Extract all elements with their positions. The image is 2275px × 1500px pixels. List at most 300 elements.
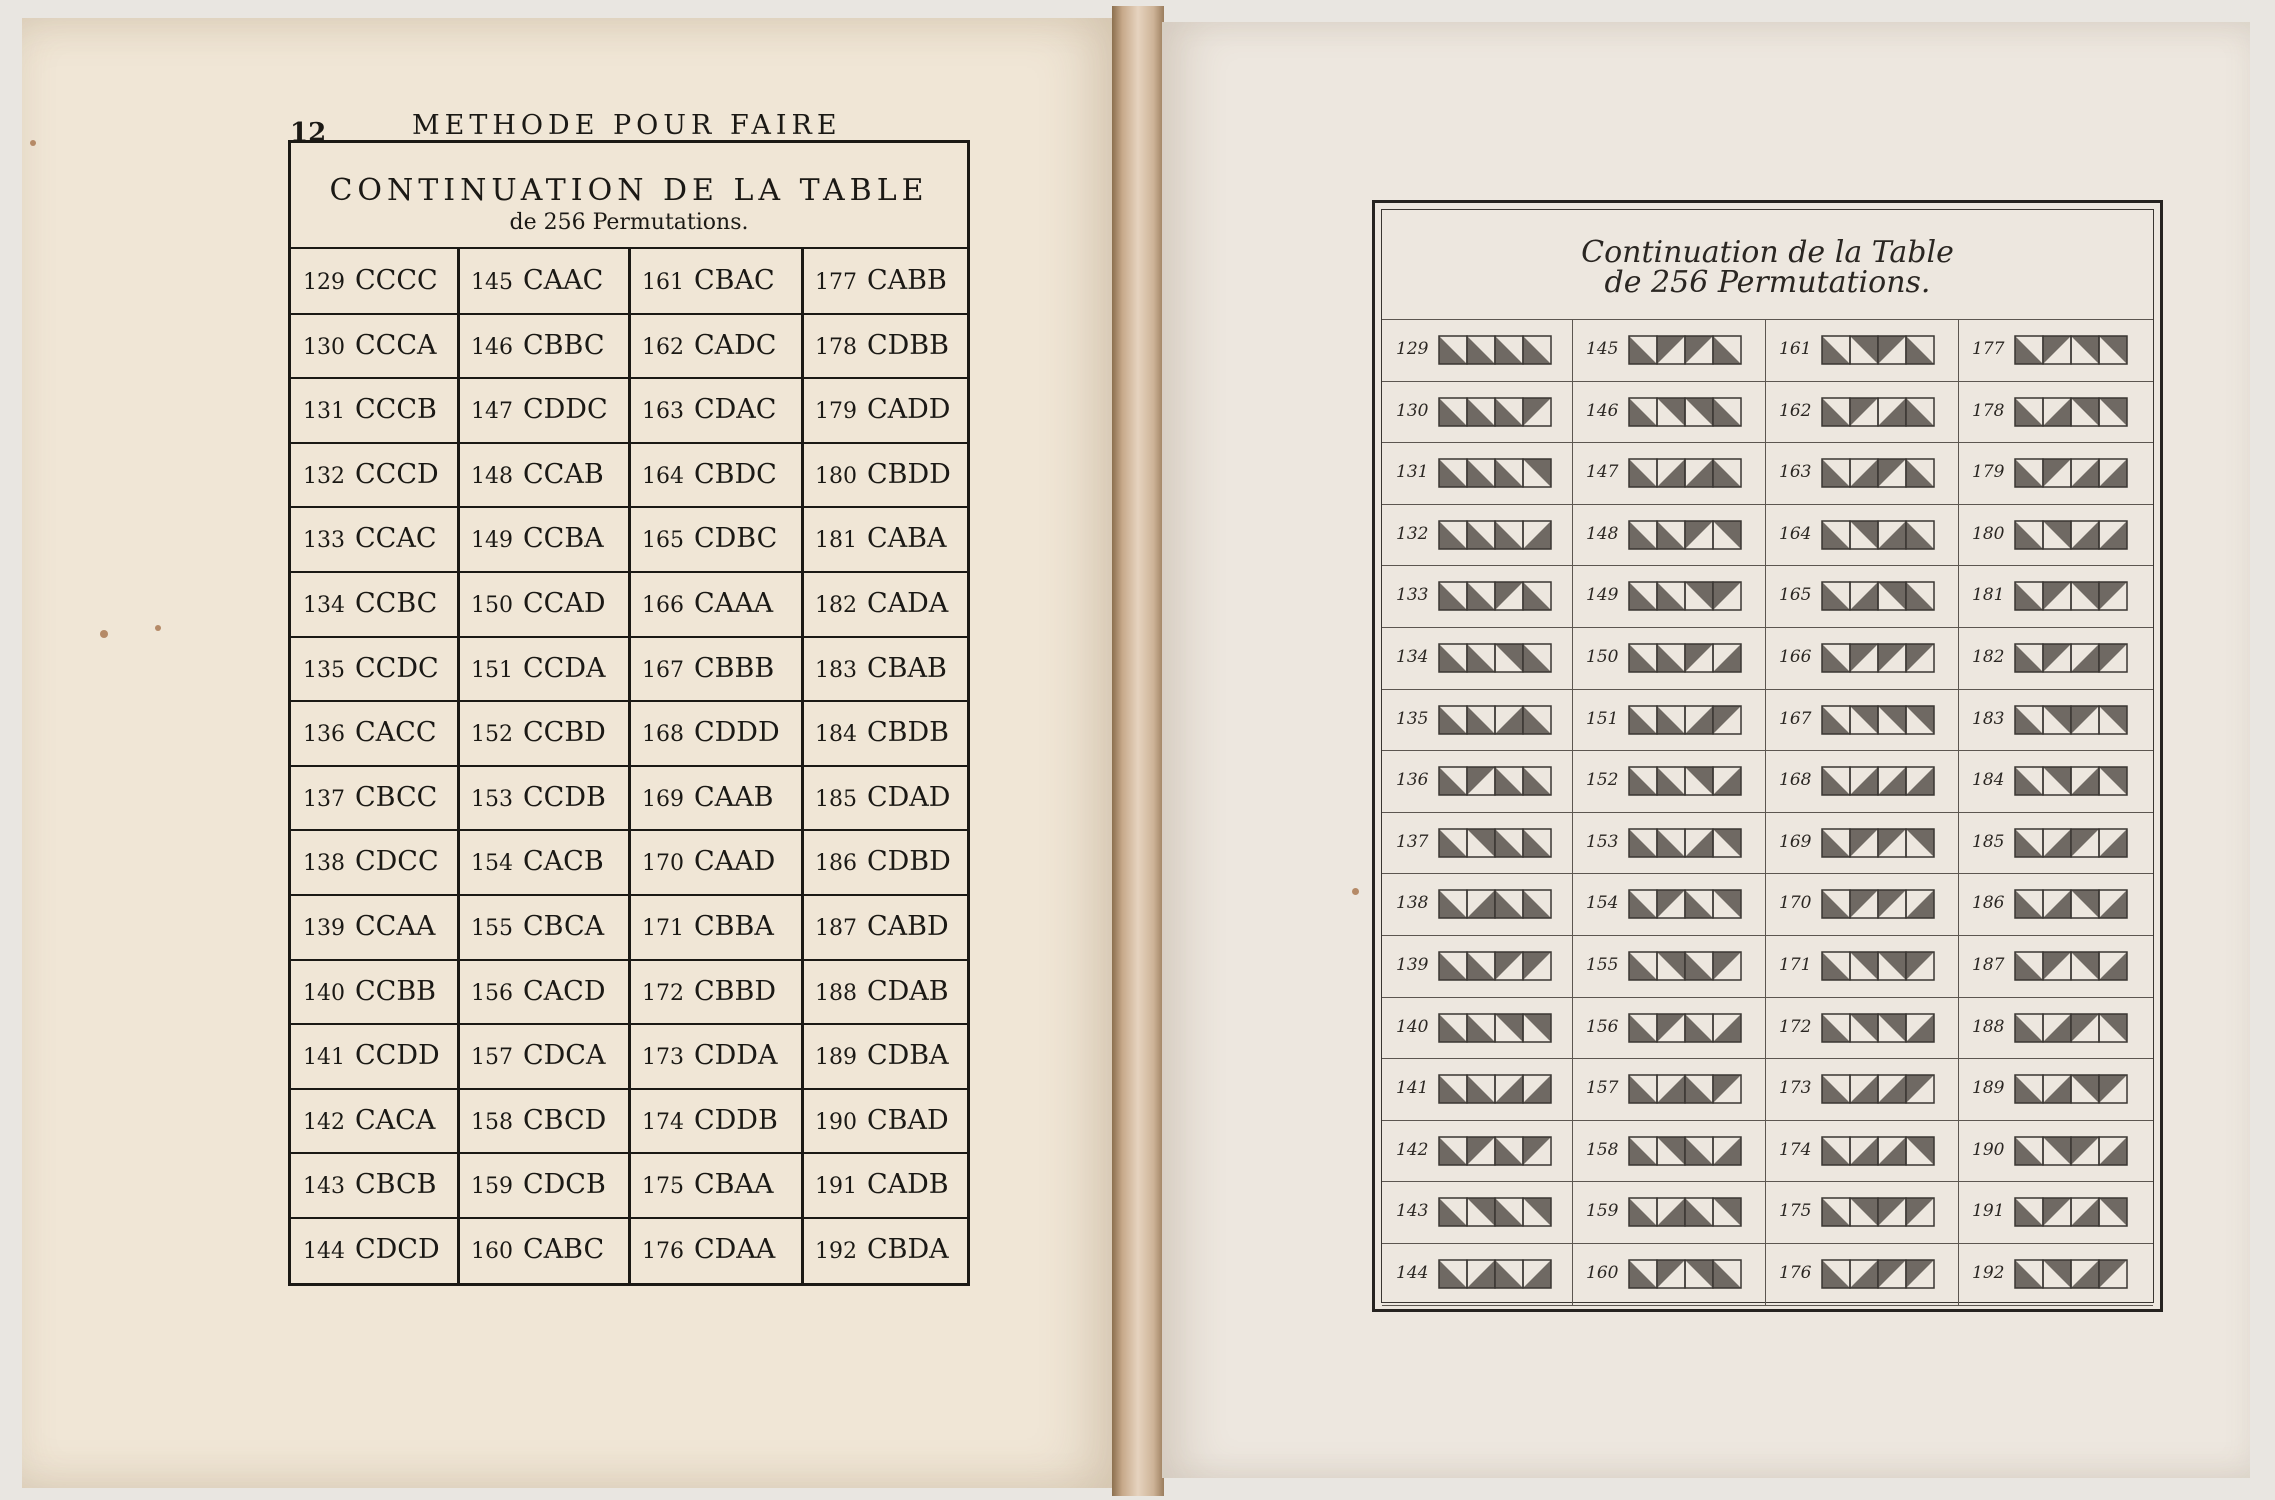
tile-triangle	[1906, 1198, 1934, 1226]
tile-triangle	[2015, 521, 2043, 549]
permutation-entry	[291, 830, 461, 894]
permutation-entry	[630, 1024, 800, 1088]
tile-triangle	[2071, 829, 2099, 857]
tile-triangle	[1850, 1075, 1878, 1103]
tile-pattern-cell	[1382, 319, 1575, 380]
tile-triangle	[1657, 1198, 1685, 1226]
permutation-number: 185	[815, 786, 857, 812]
tile-pattern-cell	[1765, 1243, 1958, 1304]
tile-triangle	[1523, 1198, 1551, 1226]
tile-triangle	[1850, 952, 1878, 980]
tile-pattern-number: 169	[1779, 831, 1812, 852]
permutation-code: CCBB	[355, 975, 436, 1007]
tile-triangle	[1685, 706, 1713, 734]
tile-triangle	[1629, 582, 1657, 610]
permutation-entry	[630, 701, 800, 765]
tile-pattern-cell	[1382, 997, 1575, 1058]
permutation-number: 143	[303, 1174, 345, 1200]
permutation-number: 154	[471, 851, 513, 877]
tile-pattern-cell	[1572, 319, 1765, 380]
tile-triangle	[2043, 1014, 2071, 1042]
permutation-entry	[803, 572, 973, 636]
permutation-number: 183	[815, 657, 857, 683]
tile-triangle	[1467, 890, 1495, 918]
tile-triangle	[1523, 459, 1551, 487]
tile-strip	[1821, 1013, 1935, 1043]
tile-pattern-cell	[1765, 504, 1958, 565]
permutation-number: 159	[471, 1174, 513, 1200]
tile-pattern-cell	[1958, 627, 2151, 688]
permutation-number: 148	[471, 463, 513, 489]
permutation-entry	[459, 443, 629, 507]
tile-triangle	[2015, 1198, 2043, 1226]
tile-strip	[2014, 766, 2128, 796]
tile-pattern-cell	[1958, 997, 2151, 1058]
tile-triangle	[1685, 336, 1713, 364]
permutation-entry	[803, 895, 973, 959]
tile-strip	[1438, 1259, 1552, 1289]
permutation-code: CADB	[867, 1169, 949, 1201]
tile-triangle	[1439, 829, 1467, 857]
permutation-number: 161	[642, 270, 684, 295]
tile-triangle	[1685, 1075, 1713, 1103]
tile-triangle	[1495, 582, 1523, 610]
permutation-entry	[630, 1089, 800, 1153]
permutation-code: CBBD	[694, 975, 776, 1007]
tile-pattern-number: 136	[1396, 770, 1429, 791]
tile-pattern-number: 174	[1779, 1139, 1812, 1160]
tile-triangle	[1685, 459, 1713, 487]
tile-triangle	[1523, 336, 1551, 364]
tile-triangle	[1713, 582, 1741, 610]
permutation-entry	[291, 766, 461, 830]
permutation-code: CDAB	[867, 975, 949, 1007]
permutation-number: 142	[303, 1109, 345, 1135]
permutation-entry	[803, 960, 973, 1024]
tile-triangle	[2071, 952, 2099, 980]
tile-pattern-number: 133	[1396, 585, 1429, 606]
permutation-code: CDBC	[694, 523, 778, 555]
tile-pattern-number: 143	[1396, 1201, 1429, 1222]
tile-pattern-number: 129	[1396, 339, 1429, 359]
tile-triangle	[1713, 521, 1741, 549]
tile-triangle	[1850, 459, 1878, 487]
tile-pattern-cell	[1958, 381, 2151, 442]
permutation-number: 192	[815, 1239, 857, 1264]
tile-strip	[1438, 458, 1552, 488]
tile-triangle	[1713, 644, 1741, 672]
tile-strip	[1438, 766, 1552, 796]
tile-triangle	[1713, 706, 1741, 734]
tile-strip	[1438, 889, 1552, 919]
permutation-entry	[291, 1153, 461, 1217]
tile-triangle	[2071, 336, 2099, 364]
permutation-code: CCCA	[355, 329, 437, 361]
tile-triangle	[1878, 1075, 1906, 1103]
permutation-entry	[630, 830, 800, 894]
tile-pattern-number: 179	[1972, 462, 2005, 483]
tile-strip	[2014, 951, 2128, 981]
tile-pattern-number: 156	[1586, 1016, 1619, 1037]
tile-triangle	[1878, 582, 1906, 610]
permutation-code: CAAA	[694, 588, 774, 619]
permutation-code: CBCD	[523, 1104, 607, 1136]
tile-strip	[1438, 1197, 1552, 1227]
permutation-code: CADA	[867, 588, 949, 619]
tile-triangle	[2015, 1075, 2043, 1103]
permutation-number: 168	[642, 722, 684, 748]
permutation-code: CDDD	[694, 717, 780, 749]
tile-pattern-cell	[1958, 873, 2151, 934]
tile-pattern-number: 135	[1396, 708, 1429, 729]
tile-strip	[1438, 705, 1552, 735]
tile-strip	[1438, 520, 1552, 550]
tile-triangle	[1495, 767, 1523, 795]
permutation-entry	[291, 507, 461, 571]
permutation-code: CDDA	[694, 1040, 778, 1072]
tile-triangle	[1495, 644, 1523, 672]
permutation-number: 133	[303, 528, 345, 554]
tile-pattern-cell	[1572, 1181, 1765, 1242]
tile-triangle	[1878, 336, 1906, 364]
tile-triangle	[2099, 582, 2127, 610]
permutation-code: CDAA	[694, 1234, 776, 1265]
tile-pattern-number: 146	[1586, 400, 1619, 421]
permutation-entry	[291, 960, 461, 1024]
tile-triangle	[1523, 582, 1551, 610]
tile-triangle	[1850, 1198, 1878, 1226]
permutation-entry	[459, 637, 629, 701]
permutation-entry	[803, 443, 973, 507]
tile-triangle	[1906, 706, 1934, 734]
tile-triangle	[2015, 952, 2043, 980]
permutation-number: 149	[471, 528, 513, 554]
permutation-code: CACB	[523, 846, 604, 878]
permutation-entry	[630, 572, 800, 636]
permutation-code: CAAC	[523, 265, 604, 296]
tile-pattern-cell	[1382, 935, 1575, 996]
tile-triangle	[1495, 459, 1523, 487]
permutation-code: CBCA	[523, 911, 605, 942]
tile-strip	[1821, 1197, 1935, 1227]
permutation-entry	[291, 249, 461, 313]
tile-strip	[2014, 335, 2128, 365]
tile-triangle	[1713, 1075, 1741, 1103]
tile-triangle	[1629, 890, 1657, 918]
tile-strip	[1438, 397, 1552, 427]
tile-pattern-cell	[1765, 319, 1958, 380]
permutation-code: CDCA	[523, 1040, 606, 1072]
tile-triangle	[1523, 644, 1551, 672]
tile-triangle	[1850, 890, 1878, 918]
tile-strip	[1628, 458, 1742, 488]
tile-strip	[1628, 951, 1742, 981]
tile-triangle	[2015, 829, 2043, 857]
permutation-entry	[630, 443, 800, 507]
permutation-number: 153	[471, 786, 513, 812]
permutation-entry	[630, 766, 800, 830]
tile-triangle	[1685, 1198, 1713, 1226]
tile-triangle	[1495, 1260, 1523, 1288]
permutation-entry	[803, 378, 973, 442]
table-header	[291, 143, 967, 249]
tile-pattern-cell	[1958, 812, 2151, 873]
permutation-entry	[459, 895, 629, 959]
tile-pattern-number: 171	[1779, 955, 1812, 975]
tile-triangle	[1906, 1075, 1934, 1103]
permutation-code: CACD	[523, 975, 606, 1007]
tile-triangle	[1713, 890, 1741, 918]
tile-triangle	[1467, 829, 1495, 857]
tile-pattern-number: 141	[1396, 1078, 1429, 1099]
tile-pattern-cell	[1572, 627, 1765, 688]
tile-triangle	[1822, 1260, 1850, 1288]
tile-pattern-number: 139	[1396, 955, 1429, 975]
permutation-code: CCAB	[523, 458, 604, 490]
tile-triangle	[2015, 459, 2043, 487]
tile-triangle	[2043, 459, 2071, 487]
permutation-number: 189	[815, 1045, 857, 1071]
tile-triangle	[2099, 706, 2127, 734]
tile-pattern-number: 157	[1586, 1078, 1619, 1099]
permutation-code: CABB	[867, 265, 947, 296]
tile-triangle	[1713, 336, 1741, 364]
permutation-code: CBDB	[867, 717, 949, 749]
tile-triangle	[2071, 706, 2099, 734]
permutation-number: 146	[471, 334, 513, 360]
tile-triangle	[1822, 459, 1850, 487]
tile-strip	[1628, 520, 1742, 550]
tile-triangle	[1906, 1137, 1934, 1165]
tile-triangle	[1495, 1075, 1523, 1103]
tile-triangle	[1495, 1198, 1523, 1226]
tile-pattern-cell	[1958, 750, 2151, 811]
tile-pattern-number: 145	[1586, 339, 1619, 359]
permutation-entry	[803, 830, 973, 894]
tile-triangle	[1467, 767, 1495, 795]
permutation-entry	[630, 249, 800, 313]
tile-triangle	[1657, 890, 1685, 918]
tile-triangle	[1523, 521, 1551, 549]
tile-triangle	[1523, 1014, 1551, 1042]
permutation-code: CADC	[694, 329, 777, 361]
tile-triangle	[1439, 952, 1467, 980]
permutation-number: 134	[303, 593, 345, 618]
permutation-entry	[803, 507, 973, 571]
permutation-number: 179	[815, 399, 857, 425]
tile-triangle	[2071, 890, 2099, 918]
tile-pattern-cell	[1572, 504, 1765, 565]
tile-triangle	[2043, 767, 2071, 795]
tile-pattern-cell	[1572, 873, 1765, 934]
tile-triangle	[2015, 336, 2043, 364]
tile-triangle	[2015, 644, 2043, 672]
tile-triangle	[1850, 644, 1878, 672]
tile-pattern-number: 152	[1586, 770, 1619, 791]
permutation-code: CDBD	[867, 846, 951, 878]
tile-triangle	[1439, 1198, 1467, 1226]
tile-triangle	[1467, 1137, 1495, 1165]
tile-pattern-number: 144	[1396, 1263, 1429, 1283]
permutation-number: 180	[815, 463, 857, 489]
permutation-code: CABC	[523, 1234, 605, 1265]
tile-triangle	[1685, 1014, 1713, 1042]
tile-triangle	[1850, 767, 1878, 795]
tile-pattern-cell	[1382, 1120, 1575, 1181]
tile-strip	[1821, 335, 1935, 365]
permutation-entry	[630, 1218, 800, 1282]
permutation-entry	[291, 378, 461, 442]
tile-triangle	[1467, 1198, 1495, 1226]
tile-triangle	[1685, 582, 1713, 610]
permutation-code: CDCB	[523, 1169, 606, 1201]
tile-triangle	[1878, 952, 1906, 980]
tile-strip	[2014, 397, 2128, 427]
permutation-code: CCCD	[355, 458, 439, 490]
tile-pattern-cell	[1572, 381, 1765, 442]
permutation-entry	[459, 766, 629, 830]
tile-triangle	[1685, 767, 1713, 795]
tile-pattern-cell	[1765, 935, 1958, 996]
tile-pattern-number: 151	[1586, 708, 1619, 729]
tile-triangle	[1685, 952, 1713, 980]
tile-triangle	[1685, 1260, 1713, 1288]
tile-triangle	[1657, 829, 1685, 857]
permutation-entry	[291, 895, 461, 959]
tile-triangle	[1657, 398, 1685, 426]
tile-strip	[1821, 397, 1935, 427]
tile-triangle	[2071, 644, 2099, 672]
foxing-spot	[100, 630, 108, 638]
permutation-code: CBCB	[355, 1169, 437, 1201]
permutation-number: 166	[642, 593, 684, 618]
tile-triangle	[1523, 767, 1551, 795]
tile-pattern-cell	[1958, 1058, 2151, 1119]
permutation-number: 186	[815, 851, 857, 877]
permutation-code: CACA	[355, 1104, 436, 1136]
tile-triangle	[1850, 829, 1878, 857]
tile-pattern-cell	[1765, 442, 1958, 503]
tile-pattern-number: 190	[1972, 1139, 2005, 1160]
tile-pattern-number: 161	[1779, 339, 1812, 359]
tile-pattern-cell	[1382, 381, 1575, 442]
permutation-number: 147	[471, 399, 513, 425]
tile-pattern-number: 183	[1972, 708, 2005, 729]
tile-triangle	[2043, 398, 2071, 426]
tile-pattern-number: 185	[1972, 831, 2005, 852]
tile-triangle	[1878, 1260, 1906, 1288]
permutation-entry	[459, 960, 629, 1024]
tile-triangle	[1878, 1014, 1906, 1042]
tile-pattern-cell	[1572, 750, 1765, 811]
permutation-number: 136	[303, 722, 345, 748]
tile-triangle	[2015, 706, 2043, 734]
tile-pattern-cell	[1572, 997, 1765, 1058]
permutation-entry	[803, 701, 973, 765]
table-body	[291, 249, 967, 1283]
running-head: METHODE POUR FAIRE	[412, 110, 842, 141]
tile-triangle	[1657, 644, 1685, 672]
tile-pattern-number: 165	[1779, 585, 1812, 606]
tile-strip	[1821, 705, 1935, 735]
tile-triangle	[1850, 582, 1878, 610]
tile-triangle	[2099, 336, 2127, 364]
permutation-code: CABD	[867, 911, 949, 942]
tile-triangle	[1878, 829, 1906, 857]
tile-strip	[1628, 643, 1742, 673]
page-number: 12	[290, 118, 327, 148]
tile-triangle	[2099, 459, 2127, 487]
tile-strip	[2014, 705, 2128, 735]
tile-triangle	[1657, 1075, 1685, 1103]
tile-pattern-number: 140	[1396, 1016, 1429, 1037]
tile-triangle	[1629, 521, 1657, 549]
tile-triangle	[1629, 767, 1657, 795]
permutation-number: 173	[642, 1045, 684, 1071]
tile-pattern-cell	[1572, 442, 1765, 503]
tile-triangle	[1495, 1137, 1523, 1165]
table-title: CONTINUATION DE LA TABLE	[329, 173, 929, 208]
tile-triangle	[1850, 1014, 1878, 1042]
permutation-entry	[459, 1218, 629, 1282]
tile-strip	[1628, 828, 1742, 858]
tile-triangle	[1467, 521, 1495, 549]
tile-pattern-number: 163	[1779, 462, 1812, 483]
tile-pattern-number: 188	[1972, 1016, 2005, 1037]
tile-pattern-cell	[1382, 504, 1575, 565]
tile-triangle	[2015, 1260, 2043, 1288]
tile-pattern-number: 153	[1586, 831, 1619, 852]
tile-strip	[1821, 1074, 1935, 1104]
permutation-number: 138	[303, 851, 345, 877]
tile-strip	[1628, 1197, 1742, 1227]
tile-triangle	[1629, 644, 1657, 672]
permutation-code: CDAD	[867, 781, 951, 813]
plate-title-line1: Continuation de la Table	[1581, 235, 1954, 270]
tile-triangle	[1467, 398, 1495, 426]
permutation-entry	[459, 314, 629, 378]
tile-triangle	[1822, 521, 1850, 549]
tile-strip	[1628, 705, 1742, 735]
permutation-code: CCDB	[523, 781, 606, 813]
tile-pattern-number: 168	[1779, 770, 1812, 791]
permutation-number: 188	[815, 980, 857, 1006]
permutation-number: 151	[471, 657, 513, 683]
permutation-number: 158	[471, 1109, 513, 1135]
tile-pattern-number: 154	[1586, 893, 1619, 914]
permutation-entry	[459, 1089, 629, 1153]
tile-triangle	[2071, 1075, 2099, 1103]
tile-triangle	[1822, 336, 1850, 364]
permutation-code: CBAC	[694, 265, 775, 296]
tile-pattern-cell	[1958, 442, 2151, 503]
tile-pattern-cell	[1958, 504, 2151, 565]
tile-triangle	[2099, 767, 2127, 795]
permutation-entry	[291, 572, 461, 636]
tile-strip	[1628, 397, 1742, 427]
tile-pattern-number: 170	[1779, 893, 1812, 914]
permutation-entry	[630, 960, 800, 1024]
tile-pattern-number: 180	[1972, 523, 2005, 544]
permutation-number: 137	[303, 786, 345, 812]
permutation-number: 167	[642, 657, 684, 683]
tile-triangle	[2099, 521, 2127, 549]
tile-pattern-number: 186	[1972, 893, 2005, 914]
permutation-entry	[803, 1218, 973, 1282]
tile-strip	[2014, 643, 2128, 673]
tile-strip	[1628, 1259, 1742, 1289]
tile-triangle	[1523, 1137, 1551, 1165]
